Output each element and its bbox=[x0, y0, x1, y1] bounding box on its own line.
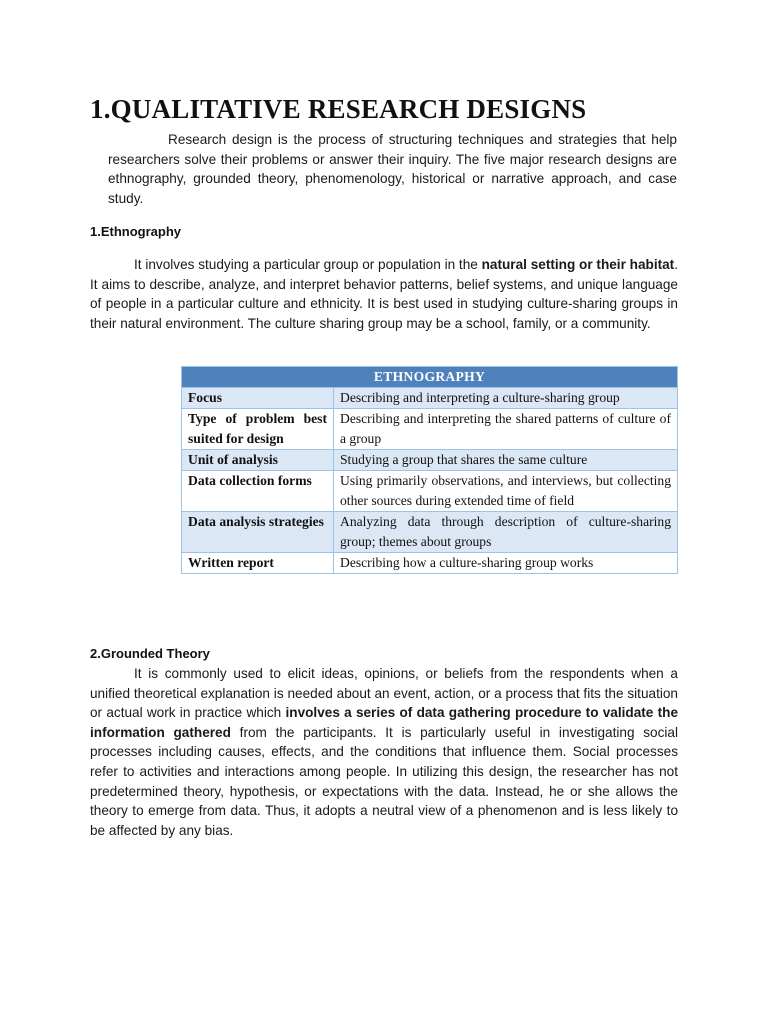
row-value: Analyzing data through description of culture-sharing group; themes about groups bbox=[334, 512, 678, 553]
grounded-theory-paragraph-text-2: from the participants. It is particularly useful in investigating social processes including causes, effects, and the conditions that influence them. Social processes refer to activities and interactions among people. In utilizing this design, the researcher has not predetermined theory, hypothesis, or expectations with the data. Instead, he or she allows the theory to emerge from data. Thus, it adopts a neutral view of a phenomenon and is less likely to be affected by any bias. bbox=[90, 724, 678, 838]
table-row bbox=[182, 450, 678, 471]
grounded-theory-paragraph-text-1: It is commonly used to elicit ideas, opinions, or beliefs from the respondents when a unified theoretical explanation is needed about an event, action, or a process that fits the situation or actual work in practice which bbox=[90, 666, 678, 721]
grounded-theory-paragraph bbox=[90, 664, 678, 840]
row-value: Describing and interpreting a culture-sharing group bbox=[334, 388, 678, 409]
table-row bbox=[182, 553, 678, 574]
ethnography-paragraph-bold: natural setting or their habitat bbox=[481, 257, 675, 272]
intro-paragraph: Research design is the process of structuring techniques and strategies that help researchers solve their problems or answer their inquiry. The five major research designs are ethnography, grounded theory, phenomenology, historical or narrative approach, and case study. bbox=[108, 132, 677, 206]
table-row bbox=[182, 512, 678, 553]
ethnography-heading: 1.Ethnography bbox=[90, 224, 182, 239]
ethnography-paragraph-text-2: . It aims to describe, analyze, and interpret behavior patterns, belief systems, and unique language of people in a particular culture and ethnicity. It is best used in studying culture-sharing groups in their natural environment. The culture sharing group may be a school, family, or a community. bbox=[90, 257, 678, 331]
row-label: Focus bbox=[182, 388, 334, 409]
grounded-theory-paragraph-bold: involves a series of data gathering procedure to validate the information gathered bbox=[90, 705, 679, 740]
ethnography-paragraph bbox=[90, 255, 678, 333]
ethnography-paragraph-text-1: It involves studying a particular group or population in the bbox=[134, 257, 482, 272]
table-header-row bbox=[182, 367, 678, 388]
row-label: Written report bbox=[182, 553, 334, 574]
ethnography-table bbox=[181, 366, 678, 574]
grounded-theory-heading: 2.Grounded Theory bbox=[90, 646, 210, 661]
table-row bbox=[182, 388, 678, 409]
row-value: Describing how a culture-sharing group works bbox=[334, 553, 678, 574]
row-label: Unit of analysis bbox=[182, 450, 334, 471]
table-row bbox=[182, 471, 678, 512]
row-value: Describing and interpreting the shared patterns of culture of a group bbox=[334, 409, 678, 450]
page-title: 1.QUALITATIVE RESEARCH DESIGNS bbox=[90, 94, 587, 124]
row-label: Data collection forms bbox=[182, 471, 334, 512]
row-label: Data analysis strategies bbox=[182, 512, 334, 553]
row-label: Type of problem best suited for design bbox=[182, 409, 334, 450]
table-row bbox=[182, 409, 678, 450]
table-header: ETHNOGRAPHY bbox=[182, 367, 678, 388]
row-value: Using primarily observations, and interviews, but collecting other sources during extended time of field bbox=[334, 471, 678, 512]
row-value: Studying a group that shares the same culture bbox=[334, 450, 678, 471]
